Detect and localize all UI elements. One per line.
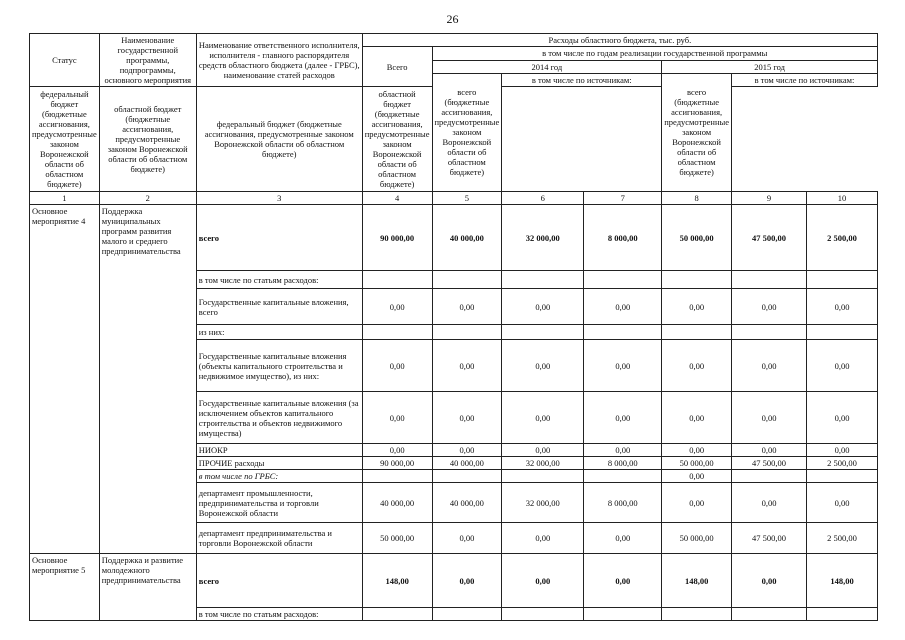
row-label: Государственные капитальные вложения (за исключением объектов капитального строительства и объектов недвижимого имущества) — [196, 392, 362, 444]
value-cell: 0,00 — [362, 340, 432, 392]
column-number: 9 — [732, 192, 807, 205]
value-cell: 50 000,00 — [662, 523, 732, 554]
value-cell: 0,00 — [432, 523, 502, 554]
column-number: 5 — [432, 192, 502, 205]
row-label: НИОКР — [196, 444, 362, 457]
value-cell: 32 000,00 — [502, 483, 584, 523]
header-2015-by-sources: в том числе по источникам: — [732, 73, 878, 87]
header-program-name: Наименование государственной программы, подпрограммы, основного мероприятия — [99, 34, 196, 87]
value-cell: 0,00 — [662, 483, 732, 523]
row-status: Основное мероприятие 5 — [30, 554, 100, 621]
column-number: 1 — [30, 192, 100, 205]
value-cell: 0,00 — [807, 340, 878, 392]
value-cell: 47 500,00 — [732, 457, 807, 470]
value-cell: 0,00 — [662, 340, 732, 392]
row-label: департамент предпринимательства и торговли Воронежской области — [196, 523, 362, 554]
header-2014-by-sources: в том числе по источникам: — [502, 73, 662, 87]
row-name: Поддержка муниципальных программ развития малого и среднего предпринимательства — [99, 205, 196, 554]
value-cell: 0,00 — [807, 483, 878, 523]
header-2014-regional: областной бюджет (бюджетные ассигнования, предусмотренные законом Воронежской области об областном бюджете) — [99, 87, 196, 192]
column-number: 4 — [362, 192, 432, 205]
header-2015-regional: областной бюджет (бюджетные ассигнования, предусмотренные законом Воронежской области об областном бюджете) — [362, 87, 432, 192]
value-cell: 148,00 — [662, 554, 732, 608]
row-label: Государственные капитальные вложения, всего — [196, 289, 362, 325]
value-cell: 0,00 — [662, 444, 732, 457]
value-cell: 50 000,00 — [662, 457, 732, 470]
column-number: 10 — [807, 192, 878, 205]
value-cell: 90 000,00 — [362, 457, 432, 470]
value-cell: 0,00 — [732, 340, 807, 392]
value-cell: 40 000,00 — [432, 205, 502, 271]
value-cell: 0,00 — [432, 554, 502, 608]
value-cell: 40 000,00 — [362, 483, 432, 523]
value-cell: 32 000,00 — [502, 457, 584, 470]
value-cell: 50 000,00 — [362, 523, 432, 554]
header-year-2015: 2015 год — [662, 60, 878, 73]
value-cell: 0,00 — [584, 289, 662, 325]
value-cell: 0,00 — [584, 444, 662, 457]
value-cell: 32 000,00 — [502, 205, 584, 271]
value-cell: 0,00 — [432, 340, 502, 392]
column-number: 8 — [662, 192, 732, 205]
value-cell: 2 500,00 — [807, 205, 878, 271]
header-2015-federal: федеральный бюджет (бюджетные ассигнования, предусмотренные законом Воронежской области об областном бюджете) — [196, 87, 362, 192]
value-cell: 47 500,00 — [732, 205, 807, 271]
page-number: 26 — [446, 12, 459, 26]
header-status: Статус — [30, 34, 100, 87]
column-number: 3 — [196, 192, 362, 205]
row-label: в том числе по статьям расходов: — [196, 608, 362, 621]
header-executor: Наименование ответственного исполнителя, исполнителя - главного распорядителя средств областного бюджета (далее - ГРБС), наименование статей расходов — [196, 34, 362, 87]
value-cell: 0,00 — [584, 523, 662, 554]
value-cell: 2 500,00 — [807, 457, 878, 470]
value-cell: 0,00 — [807, 444, 878, 457]
value-cell: 0,00 — [432, 392, 502, 444]
row-label: департамент промышленности, предпринимательства и торговли Воронежской области — [196, 483, 362, 523]
value-cell: 0,00 — [732, 554, 807, 608]
value-cell: 0,00 — [502, 523, 584, 554]
value-cell: 0,00 — [807, 392, 878, 444]
value-cell: 8 000,00 — [584, 483, 662, 523]
value-cell: 50 000,00 — [662, 205, 732, 271]
value-cell: 148,00 — [807, 554, 878, 608]
value-cell: 47 500,00 — [732, 523, 807, 554]
value-cell: 0,00 — [807, 289, 878, 325]
row-label: всего — [196, 554, 362, 608]
value-cell: 40 000,00 — [432, 483, 502, 523]
row-label: ПРОЧИЕ расходы — [196, 457, 362, 470]
value-cell: 0,00 — [362, 289, 432, 325]
value-cell: 8 000,00 — [584, 205, 662, 271]
value-cell: 0,00 — [502, 289, 584, 325]
value-cell: 0,00 — [732, 444, 807, 457]
table-row — [30, 205, 878, 271]
row-status: Основное мероприятие 4 — [30, 205, 100, 554]
value-cell: 0,00 — [584, 392, 662, 444]
header-year-2014: 2014 год — [432, 60, 662, 73]
header-2015-all: всего (бюджетные ассигнования, предусмотренные законом Воронежской области об областном бюджете) — [662, 73, 732, 192]
value-cell: 40 000,00 — [432, 457, 502, 470]
value-cell: 0,00 — [432, 444, 502, 457]
value-cell: 8 000,00 — [584, 457, 662, 470]
column-number: 6 — [502, 192, 584, 205]
value-cell: 0,00 — [362, 444, 432, 457]
header-2014-federal: федеральный бюджет (бюджетные ассигнования, предусмотренные законом Воронежской области об областном бюджете) — [30, 87, 100, 192]
table-row — [30, 554, 878, 608]
row-label: Государственные капитальные вложения (объекты капитального строительства и недвижимое имущество), из них: — [196, 340, 362, 392]
value-cell: 0,00 — [584, 340, 662, 392]
value-cell: 0,00 — [432, 289, 502, 325]
value-cell: 0,00 — [662, 289, 732, 325]
row-label: в том числе по ГРБС: — [196, 470, 362, 483]
column-number: 2 — [99, 192, 196, 205]
value-cell: 90 000,00 — [362, 205, 432, 271]
value-cell: 2 500,00 — [807, 523, 878, 554]
header-total: Всего — [362, 47, 432, 87]
row-name: Поддержка и развитие молодежного предпринимательства — [99, 554, 196, 621]
row-label: в том числе по статьям расходов: — [196, 271, 362, 289]
budget-table — [29, 33, 878, 621]
header-expenses-title: Расходы областного бюджета, тыс. руб. — [362, 34, 877, 47]
value-cell: 0,00 — [732, 392, 807, 444]
row-label: всего — [196, 205, 362, 271]
header-2014-all: всего (бюджетные ассигнования, предусмотренные законом Воронежской области об областном бюджете) — [432, 73, 502, 192]
value-cell: 0,00 — [502, 554, 584, 608]
row-label: из них: — [196, 325, 362, 340]
value-cell: 0,00 — [362, 392, 432, 444]
value-cell: 0,00 — [662, 470, 732, 483]
column-number-row — [30, 192, 878, 205]
value-cell: 0,00 — [584, 554, 662, 608]
value-cell: 0,00 — [732, 289, 807, 325]
value-cell: 148,00 — [362, 554, 432, 608]
value-cell: 0,00 — [502, 444, 584, 457]
value-cell: 0,00 — [662, 392, 732, 444]
value-cell: 0,00 — [502, 340, 584, 392]
value-cell: 0,00 — [732, 483, 807, 523]
column-number: 7 — [584, 192, 662, 205]
value-cell: 0,00 — [502, 392, 584, 444]
header-by-years: в том числе по годам реализации государственной программы — [432, 47, 878, 61]
